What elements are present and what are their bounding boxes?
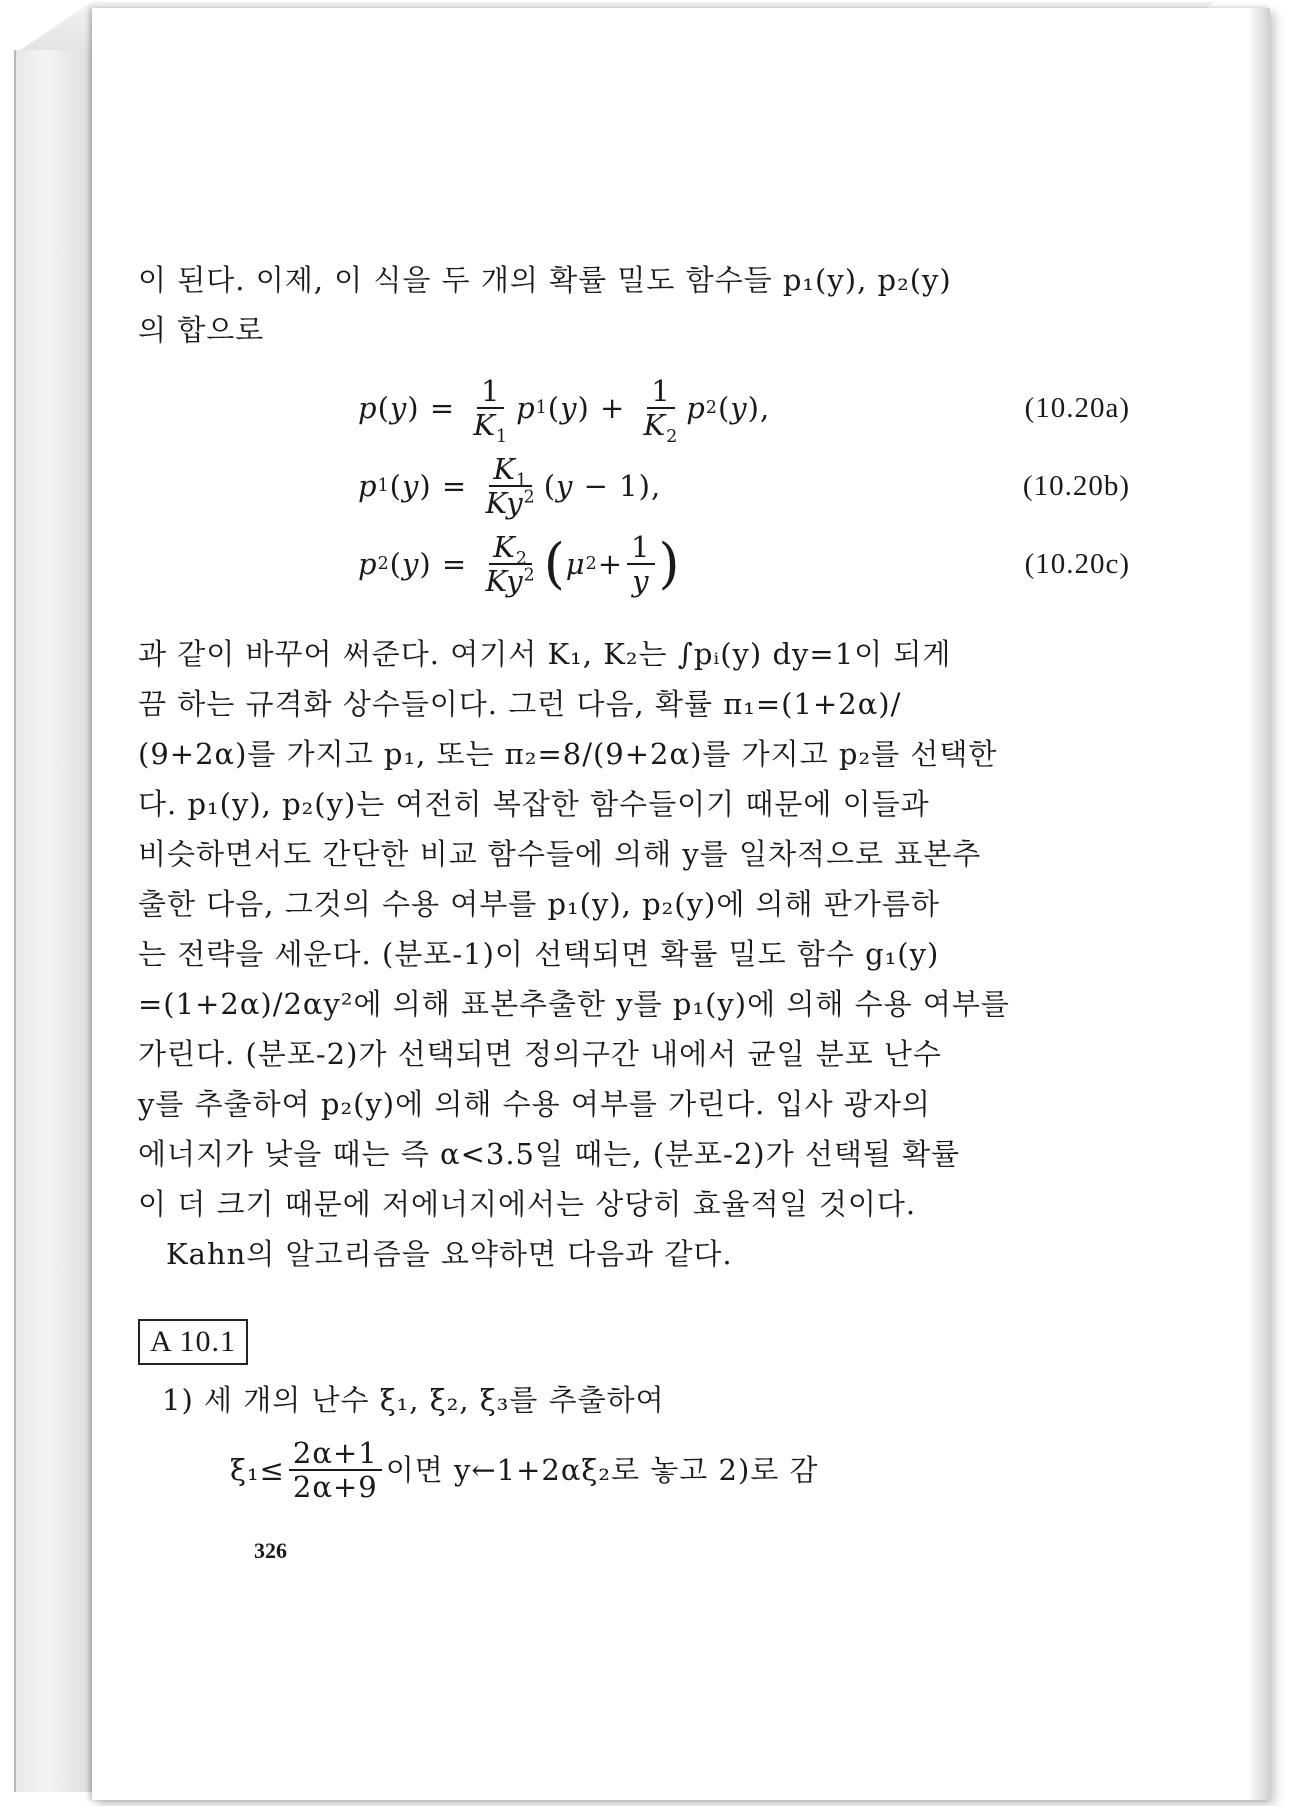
paragraph-body-line9: 가린다. (분포-2)가 선택되면 정의구간 내에서 균일 분포 난수: [138, 1037, 942, 1071]
paragraph-intro-line1: 이 된다. 이제, 이 식을 두 개의 확률 밀도 함수들 p₁(y), p₂(y): [138, 263, 952, 297]
page-number: 326: [254, 1538, 287, 1563]
algorithm-label: A 10.1: [138, 1319, 248, 1365]
paragraph-body-line7: 는 전략을 세운다. (분포-1)이 선택되면 확률 밀도 함수 g₁(y): [138, 937, 940, 971]
equation-body-b: p 1 ( y ) = $\frac{K_1}{Ky^2}$ ( y − 1),: [358, 452, 662, 520]
equation-10-20a: [138, 369, 1130, 447]
equation-body-a: p ( y ) = $\frac{1}{K_1}$ p 1 ( y ) + $\frac{1}{K_2}$ p 2 ( y ),: [358, 374, 771, 447]
algorithm-condition-prefix: ξ₁≤: [230, 1453, 285, 1487]
paragraph-body-line1: 과 같이 바꾸어 써준다. 여기서 K₁, K₂는 ∫pᵢ(y) dy=1이 되게: [138, 637, 952, 671]
fraction-denominator: 2α+9: [292, 1470, 378, 1504]
equation-number-a: (10.20a): [1024, 392, 1130, 424]
equation-number-b: (10.20b): [1022, 470, 1130, 502]
equation-10-20c: [138, 525, 1130, 603]
algorithm-condition-fraction: [289, 1437, 382, 1503]
paragraph-body-line11: 에너지가 낮을 때는 즉 α<3.5일 때는, (분포-2)가 선택될 확률: [138, 1137, 961, 1171]
equation-10-20b: [138, 447, 1130, 525]
page-right-edge: [1248, 8, 1270, 1800]
algorithm-condition: [230, 1437, 1130, 1503]
fraction-numerator: 2α+1: [289, 1437, 382, 1471]
algorithm-step-1: 1) 세 개의 난수 ξ₁, ξ₂, ξ₃를 추출하여: [162, 1383, 665, 1417]
paragraph-body-line3: (9+2α)를 가지고 p₁, 또는 π₂=8/(9+2α)를 가지고 p₂를 선택한: [138, 737, 998, 771]
paragraph-body-line8: =(1+2α)/2αy²에 의해 표본추출한 y를 p₁(y)에 의해 수용 여부를: [138, 987, 1010, 1021]
equation-block: [138, 369, 1130, 603]
paragraph-body-line12: 이 더 크기 때문에 저에너지에서는 상당히 효율적일 것이다.: [138, 1187, 917, 1221]
book-side-edge: [14, 50, 94, 1792]
paragraph-summary: Kahn의 알고리즘을 요약하면 다음과 같다.: [166, 1237, 733, 1271]
page-content: [138, 255, 1130, 1503]
paragraph-body-line10: y를 추출하여 p₂(y)에 의해 수용 여부를 가린다. 입사 광자의: [138, 1087, 931, 1121]
equation-body-c: p 2 ( y ) = $\frac{K_2}{Ky^2}$ ( μ 2 + $\frac{1}{y}$ ): [358, 530, 681, 598]
algorithm-condition-suffix: 이면 y←1+2αξ₂로 놓고 2)로 감: [385, 1453, 819, 1487]
paragraph-body-line2: 끔 하는 규격화 상수들이다. 그런 다음, 확률 π₁=(1+2α)/: [138, 687, 902, 721]
paragraph-intro-line2: 의 합으로: [138, 313, 265, 347]
equation-number-c: (10.20c): [1024, 548, 1130, 580]
paragraph-body-line4: 다. p₁(y), p₂(y)는 여전히 복잡한 함수들이기 때문에 이들과: [138, 787, 930, 821]
paragraph-body-line5: 비슷하면서도 간단한 비교 함수들에 의해 y를 일차적으로 표본추: [138, 837, 982, 871]
paragraph-body-line6: 출한 다음, 그것의 수용 여부를 p₁(y), p₂(y)에 의해 판가름하: [138, 887, 940, 921]
